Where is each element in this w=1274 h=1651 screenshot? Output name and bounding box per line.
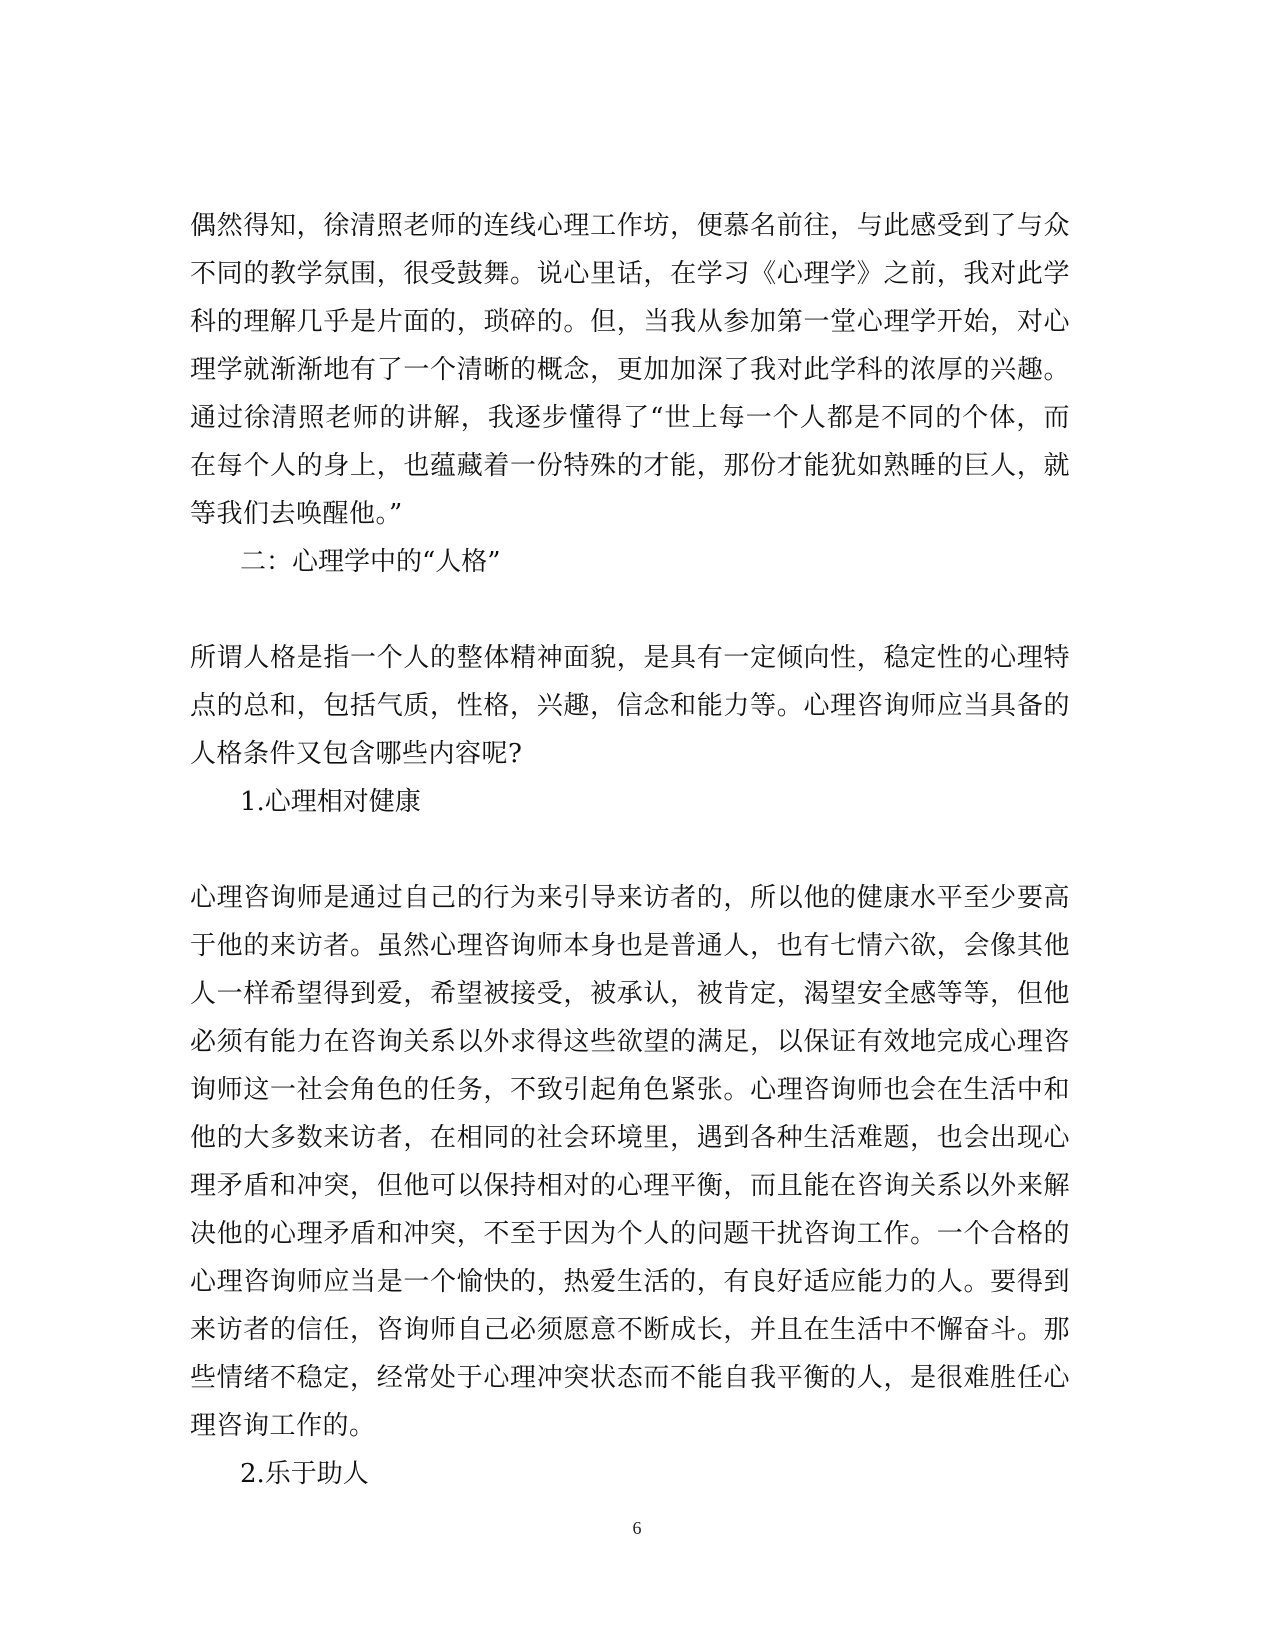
document-body [190,202,1070,1498]
page-number: 6 [632,1518,642,1538]
body-paragraph: 偶然得知，徐清照老师的连线心理工作坊，便慕名前往，与此感受到了与众不同的教学氛围，很受鼓舞。说心里话，在学习《心理学》之前，我对此学科的理解几乎是片面的，琐碎的。但，当我从参加第一堂心理学开始，对心理学就渐渐地有了一个清晰的概念，更加加深了我对此学科的浓厚的兴趣。通过徐清照老师的讲解，我逐步懂得了“世上每一个人都是不同的个体，而在每个人的身上，也蕴藏着一份特殊的才能，那份才能犹如熟睡的巨人，就等我们去唤醒他。” [190,211,1070,529]
paragraph-spacer [190,586,1070,634]
subsection-heading: 1.心理相对健康 [240,787,421,817]
body-paragraph: 心理咨询师是通过自己的行为来引导来访者的，所以他的健康水平至少要高于他的来访者。虽然心理咨询师本身也是普通人，也有七情六欲，会像其他人一样希望得到爱，希望被接受，被承认，被肯定，渴望安全感等等，但他必须有能力在咨询关系以外求得这些欲望的满足，以保证有效地完成心理咨询师这一社会角色的任务，不致引起角色紧张。心理咨询师也会在生活中和他的大多数来访者，在相同的社会环境里，遇到各种生活难题，也会出现心理矛盾和冲突，但他可以保持相对的心理平衡，而且能在咨询关系以外来解决他的心理矛盾和冲突，不至于因为个人的问题干扰咨询工作。一个合格的心理咨询师应当是一个愉快的，热爱生活的，有良好适应能力的人。要得到来访者的信任，咨询师自己必须愿意不断成长，并且在生活中不懈奋斗。那些情绪不稳定，经常处于心理冲突状态而不能自我平衡的人，是很难胜任心理咨询工作的。 [190,883,1070,1441]
subsection-heading: 2.乐于助人 [240,1459,369,1489]
paragraph-spacer [190,826,1070,874]
section-heading: 二：心理学中的“人格” [240,547,501,577]
body-paragraph: 所谓人格是指一个人的整体精神面貌，是具有一定倾向性，稳定性的心理特点的总和，包括气质，性格，兴趣，信念和能力等。心理咨询师应当具备的人格条件又包含哪些内容呢? [190,643,1070,769]
